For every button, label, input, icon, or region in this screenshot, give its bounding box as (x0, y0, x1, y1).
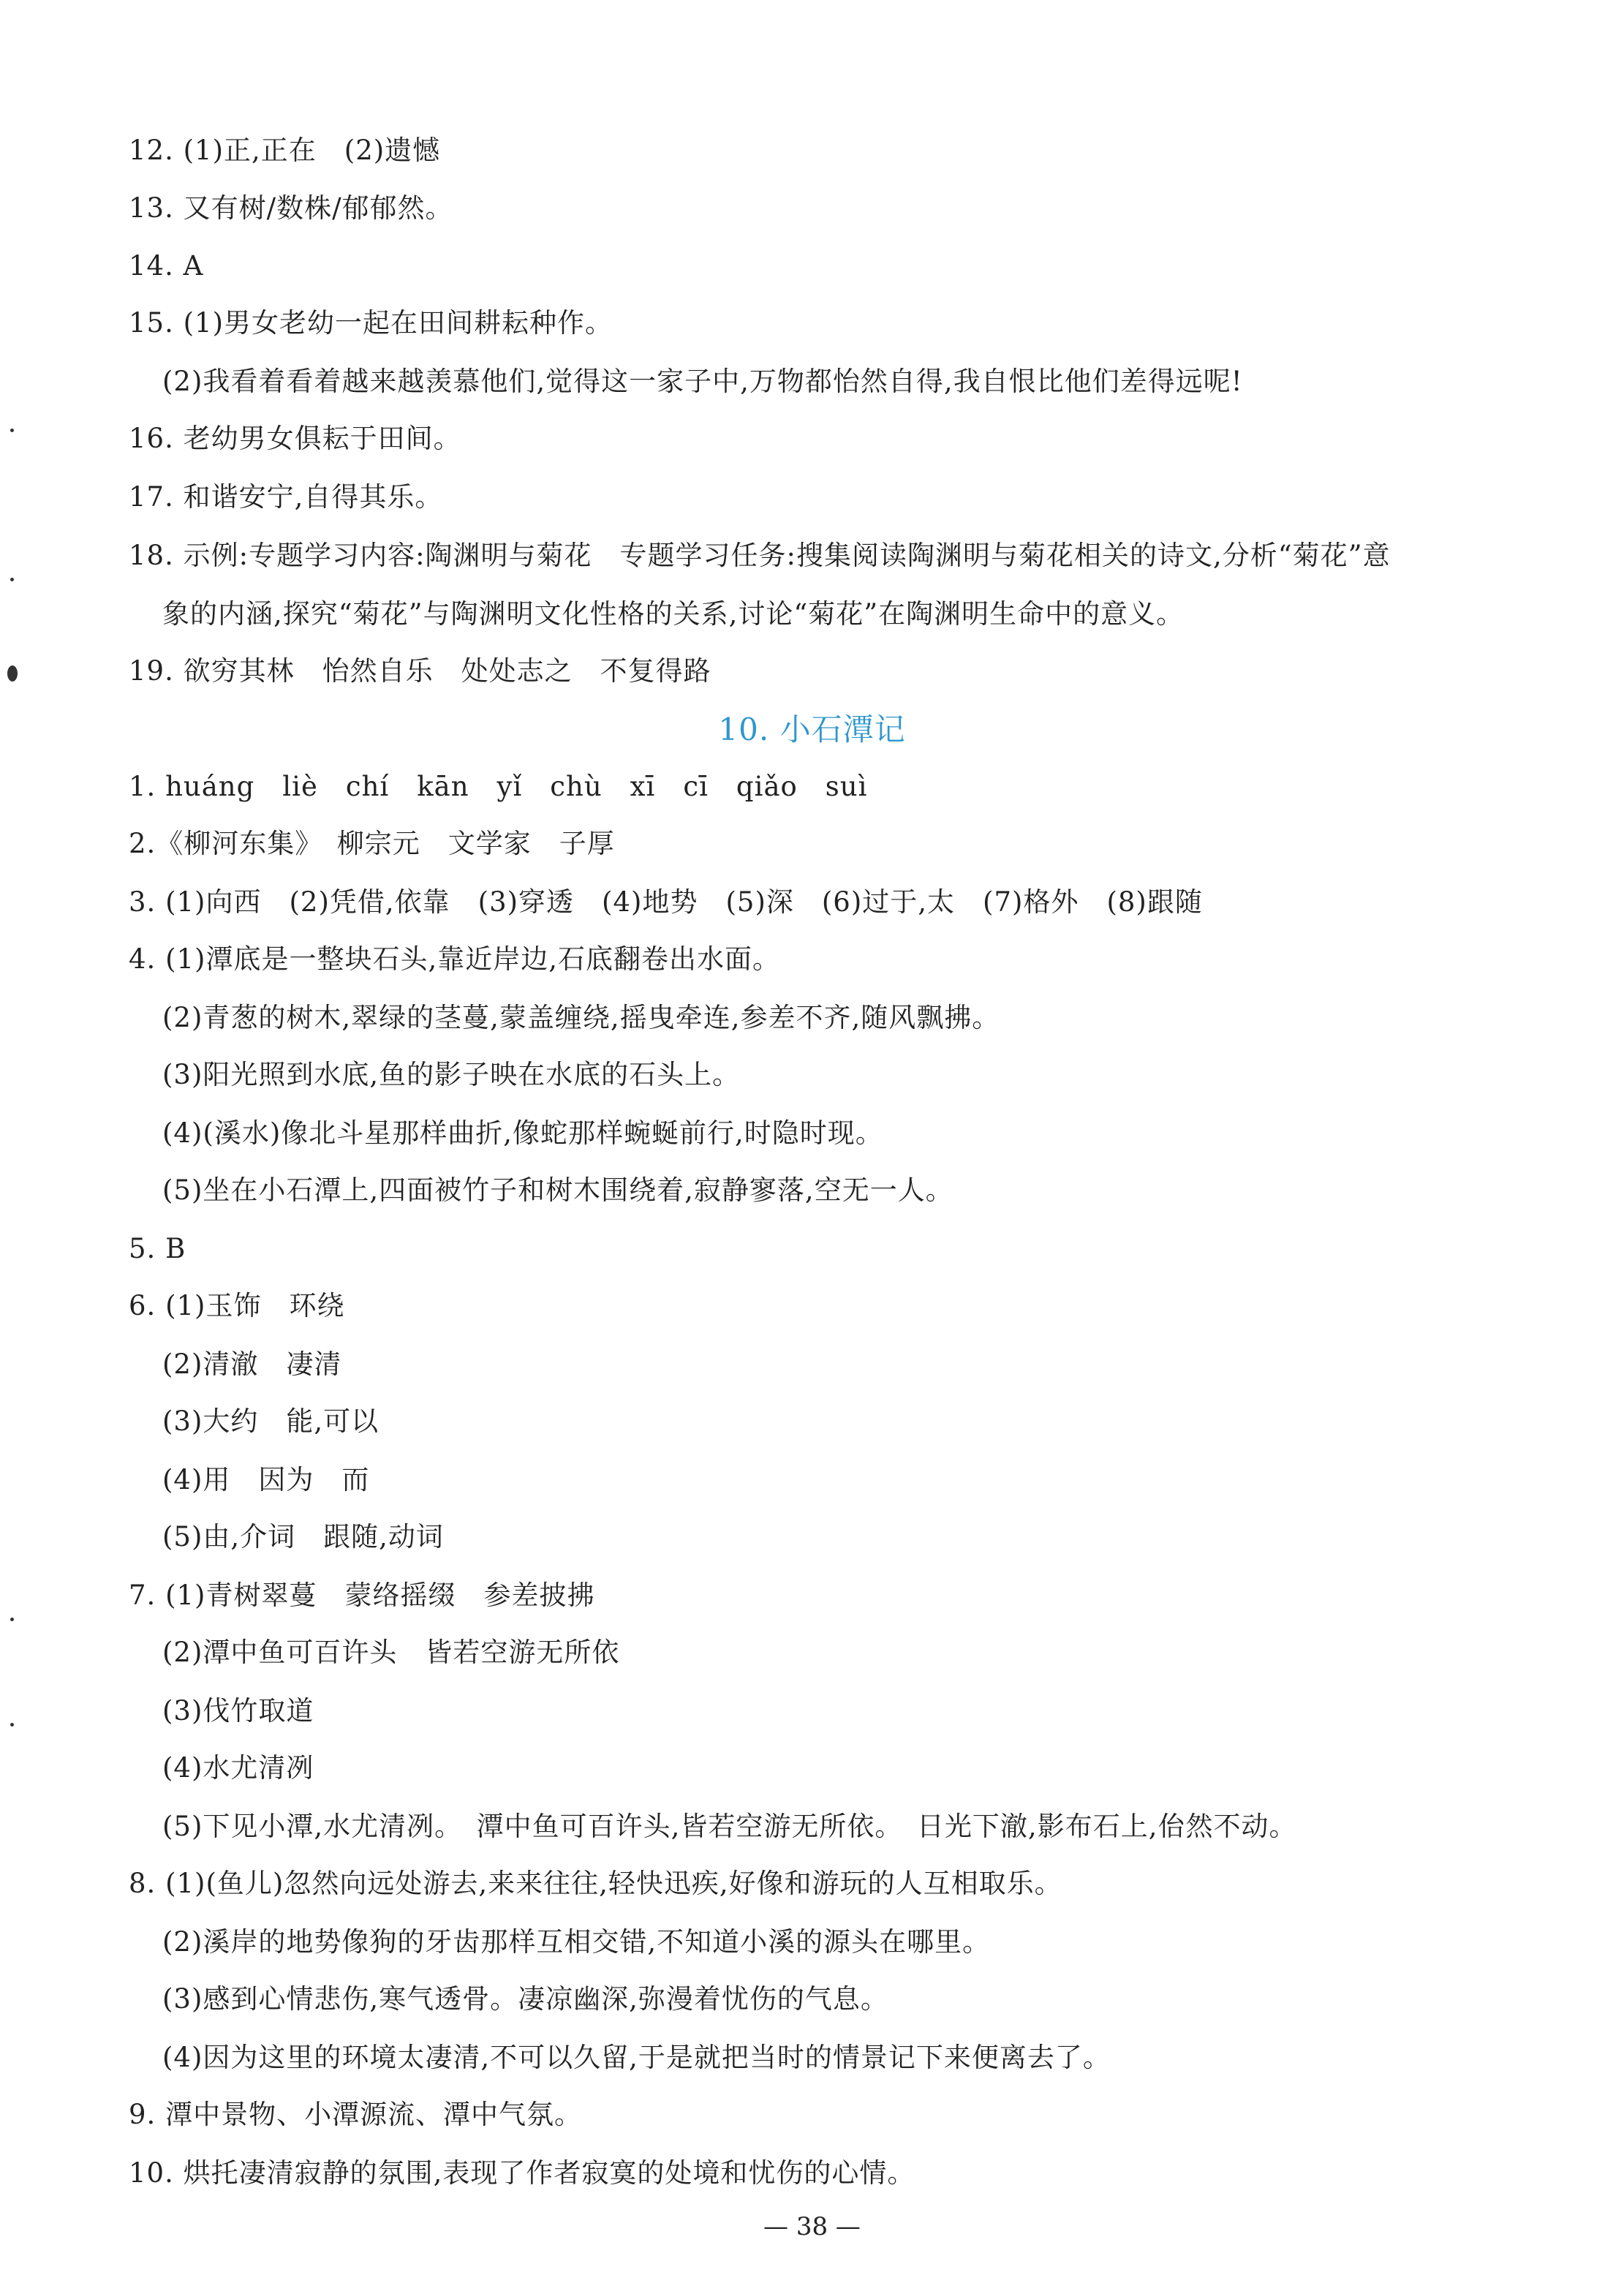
answer-line: 3. (1)向西 (2)凭借,依靠 (3)穿透 (4)地势 (5)深 (6)过于,太 (7)格外 (8)跟随 (129, 886, 1203, 918)
scan-speck (10, 1723, 14, 1727)
answer-line: 14. A (129, 250, 204, 282)
answer-line: 18. 示例:专题学习内容:陶渊明与菊花 专题学习任务:搜集阅读陶渊明与菊花相关的诗文,分析“菊花”意 (129, 540, 1391, 571)
answer-line: (2)清澈 凄清 (162, 1348, 342, 1380)
scan-speck (10, 1618, 14, 1621)
answer-line: (2)潭中鱼可百许头 皆若空游无所依 (162, 1637, 620, 1668)
answer-line: (3)伐竹取道 (162, 1695, 314, 1727)
answer-line: 1. huáng liè chí kān yǐ chù xī cī qiǎo suì (129, 771, 868, 802)
answer-line: 16. 老幼男女俱耘于田间。 (129, 423, 461, 454)
answer-line: 9. 潭中景物、小潭源流、潭中气氛。 (129, 2099, 583, 2130)
section-title: 10. 小石潭记 (718, 712, 906, 747)
answer-line: (5)坐在小石潭上,四面被竹子和树木围绕着,寂静寥落,空无一人。 (162, 1174, 953, 1206)
answer-line: 7. (1)青树翠蔓 蒙络摇缀 参差披拂 (129, 1580, 595, 1611)
answer-line: 6. (1)玉饰 环绕 (129, 1290, 345, 1321)
answer-line: 19. 欲穷其林 怡然自乐 处处志之 不复得路 (129, 655, 711, 687)
answer-line: (4)(溪水)像北斗星那样曲折,像蛇那样蜿蜒前行,时隐时现。 (162, 1117, 883, 1149)
answer-line: 10. 烘托凄清寂静的氛围,表现了作者寂寞的处境和忧伤的心情。 (129, 2157, 915, 2189)
page-number: — 38 — (763, 2212, 861, 2241)
answer-line: (2)我看着看着越来越羡慕他们,觉得这一家子中,万物都怡然自得,我自恨比他们差得远呢! (162, 366, 1243, 397)
answer-line: (5)下见小潭,水尤清冽。 潭中鱼可百许头,皆若空游无所依。 日光下澈,影布石上,佁然不动。 (162, 1811, 1297, 1842)
answer-line: 8. (1)(鱼儿)忽然向远处游去,来来往往,轻快迅疾,好像和游玩的人互相取乐。 (129, 1868, 1062, 1899)
answer-line: (3)阳光照到水底,鱼的影子映在水底的石头上。 (162, 1059, 741, 1090)
scan-speck (10, 429, 14, 432)
answer-line: 象的内涵,探究“菊花”与陶渊明文化性格的关系,讨论“菊花”在陶渊明生命中的意义。 (162, 598, 1185, 630)
scan-speck (7, 665, 18, 682)
answer-line: (4)因为这里的环境太凄清,不可以久留,于是就把当时的情景记下来便离去了。 (162, 2042, 1111, 2073)
answer-line: (4)水尤清冽 (162, 1752, 314, 1784)
answer-line: 12. (1)正,正在 (2)遗憾 (129, 135, 441, 166)
answer-line: 2.《柳河东集》 柳宗元 文学家 子厚 (129, 828, 615, 859)
answer-line: (4)用 因为 而 (162, 1464, 370, 1495)
answer-line: (2)溪岸的地势像狗的牙齿那样互相交错,不知道小溪的源头在哪里。 (162, 1926, 991, 1958)
answer-line: 15. (1)男女老幼一起在田间耕耘种作。 (129, 307, 613, 339)
answer-line: 17. 和谐安宁,自得其乐。 (129, 481, 443, 513)
answer-line: (3)大约 能,可以 (162, 1406, 379, 1437)
answer-line: 5. B (129, 1233, 186, 1264)
answer-line: 13. 又有树/数株/郁郁然。 (129, 192, 453, 224)
answer-line: (5)由,介词 跟随,动词 (162, 1521, 444, 1552)
scan-speck (10, 578, 14, 581)
answer-line: (3)感到心情悲伤,寒气透骨。凄凉幽深,弥漫着忧伤的气息。 (162, 1983, 888, 2015)
answer-line: 4. (1)潭底是一整块石头,靠近岸边,石底翻卷出水面。 (129, 943, 780, 975)
answer-line: (2)青葱的树木,翠绿的茎蔓,蒙盖缠绕,摇曳牵连,参差不齐,随风飘拂。 (162, 1002, 1000, 1033)
